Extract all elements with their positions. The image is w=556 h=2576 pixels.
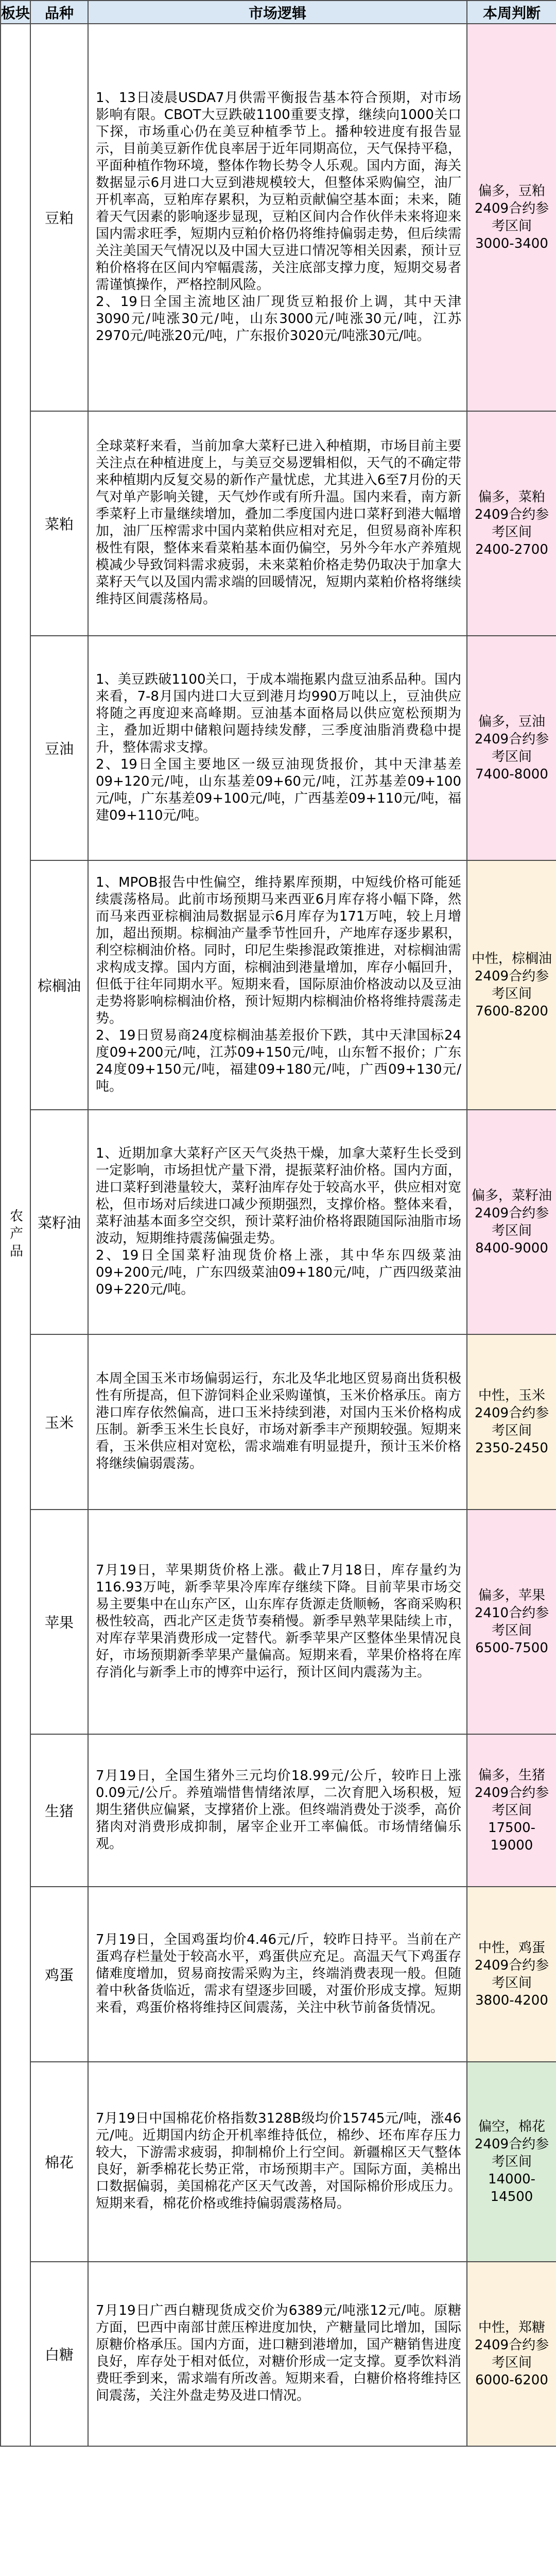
judge-cell: [467, 1510, 556, 1734]
judge-cell: [467, 860, 556, 1110]
logic-paragraph: 7月19日，全国生猪外三元均价18.99元/公斤，较昨日上涨0.09元/公斤。养殖端惜售情绪浓厚，二次育肥入场积极，短期生猪供应偏紧，支撑猪价上涨。但终端消费处于淡季，高价猪肉对消费形成抑制，屠宰企业开工率偏低。市场情绪偏乐观。: [96, 1768, 461, 1852]
table-row: [1, 860, 556, 1110]
table-row: [1, 411, 556, 636]
judge-text: 偏多，生猪2409合约参考区间: [474, 1768, 549, 1818]
sector-label: 农产品: [7, 1209, 23, 1261]
table-header: [1, 1, 556, 24]
table-row: [1, 636, 556, 860]
variety-cell: 菜籽油: [30, 1110, 88, 1334]
logic-paragraph: 2、19日贸易商24度棕榈油基差报价下跌，其中天津国标24度09+200元/吨，江苏09+150元/吨，山东暂不报价；广东24度09+150元/吨，福建09+180元/吨，广西09+130元/吨。: [96, 1027, 461, 1094]
judge-text: 中性，郑糖2409合约参考区间: [474, 2320, 549, 2370]
judge-text: 偏空，棉花2409合约参考区间: [474, 2119, 549, 2170]
judge-cell: [467, 2262, 556, 2446]
judge-text: 偏多，豆粕2409合约参考区间: [474, 183, 549, 234]
logic-cell: [88, 1734, 467, 1887]
logic-cell: [88, 1510, 467, 1734]
logic-paragraph: 1、近期加拿大菜籽产区天气炎热干燥，加拿大菜籽生长受到一定影响，市场担忧产量下滑，提振菜籽油价格。国内方面，进口菜籽到港量较大，菜籽油库存处于较高水平，供应相对宽松，但市场对后续进口减少预期强烈，支撑价格。整体来看，菜籽油基本面多空交织，预计菜籽油价格将跟随国际油脂市场波动，短期维持震荡偏强走势。: [96, 1145, 461, 1246]
variety-cell: 苹果: [30, 1510, 88, 1734]
sector-cell: [1, 24, 30, 2446]
logic-paragraph: 本周全国玉米市场偏弱运行，东北及华北地区贸易商出货积极性有所提高，但下游饲料企业采购谨慎，玉米价格承压。南方港口库存依然偏高，进口玉米持续到港，对国内玉米价格构成压制。新季玉米生长良好，市场对新季丰产预期较强。短期来看，玉米供应相对宽松，需求端难有明显提升，预计玉米价格将继续偏弱震荡。: [96, 1371, 461, 1471]
logic-paragraph: 2、19日全国菜籽油现货价格上涨，其中华东四级菜油09+200元/吨，广东四级菜油09+180元/吨，广西四级菜油09+220元/吨。: [96, 1247, 461, 1297]
judge-cell: [467, 1887, 556, 2062]
logic-cell: [88, 636, 467, 860]
logic-cell: [88, 24, 467, 411]
judge-text: 偏多，菜籽油2409合约参考区间: [472, 1188, 552, 1239]
variety-cell: 白糖: [30, 2262, 88, 2446]
variety-cell: 鸡蛋: [30, 1887, 88, 2062]
logic-cell: [88, 1887, 467, 2062]
judge-range: 6000-6200: [475, 2372, 548, 2388]
judge-text: 偏多，苹果2410合约参考区间: [474, 1588, 549, 1638]
table-row: [1, 1887, 556, 2062]
judge-text: 偏多，豆油2409合约参考区间: [474, 714, 549, 765]
logic-paragraph: 1、MPOB报告中性偏空，维持累库预期，中短线价格可能延续震荡格局。此前市场预期马来西亚6月库存将小幅下降，然而马来西亚棕榈油局数据显示6月库存为171万吨，较上月增加，超出预期。棕榈油产量季节性回升，产地库存逐步累积，利空棕榈油价格。同时，印尼生柴掺混政策推进，对棕榈油需求构成支撑。国内方面，棕榈油到港量增加，库存小幅回升，但低于往年同期水平。短期来看，国际原油价格波动以及豆油走势将影响棕榈油价格，预计短期内棕榈油价格将维持震荡走势。: [96, 874, 461, 1026]
variety-cell: 豆油: [30, 636, 88, 860]
variety-cell: 菜粕: [30, 411, 88, 636]
header-judge: 本周判断: [467, 1, 556, 24]
judge-text: 中性，玉米2409合约参考区间: [474, 1388, 549, 1438]
logic-paragraph: 全球菜籽来看，当前加拿大菜籽已进入种植期，市场目前主要关注点在种植进度上，与美豆交易逻辑相似，天气的不确定带来种植期内反复交易的新作产量忧虑，尤其进入6至7月份的天气对单产影响关键，天气炒作或有所升温。国内来看，南方新季菜籽上市量继续增加，叠加二季度国内进口菜籽到港大幅增加，油厂压榨需求中国内菜粕供应相对充足，但贸易商补库积极性有限，整体来看菜粕基本面仍偏空，另外今年水产养殖规模减少导致饲料需求疲弱，未来菜粕价格走势仍取决于加拿大菜籽天气以及国内需求端的回暖情况，短期内菜粕价格将继续维持区间震荡格局。: [96, 438, 461, 607]
logic-paragraph: 1、13日凌晨USDA7月供需平衡报告基本符合预期，对市场影响有限。CBOT大豆跌破1100重要支撑，继续向1000关口下探，市场重心仍在美豆种植季节上。播种较进度有报告显示，目前美豆新作优良率居于近年同期高位，天气保持平稳，平面种植作物环境，整体作物长势令人乐观。国内方面，海关数据显示6月进口大豆到港规模较大，但整体采购偏空，油厂开机率高，豆粕库存累积，为豆粕贡献偏空基本面；未来，随着天气因素的影响逐步显现，豆粕区间内合作伙伴未来将迎来国内需求旺季，短期内豆粕价格仍将维持偏弱走势，但后续需关注美国天气情况以及中国大豆进口情况等相关因素，预计豆粕价格将在区间内窄幅震荡，关注底部支撑力度，短期交易者需谨慎操作，严格控制风险。: [96, 90, 461, 293]
judge-cell: [467, 411, 556, 636]
logic-paragraph: 2、19日全国主流地区油厂现货豆粕报价上调，其中天津3090元/吨涨30元/吨，山东3000元/吨涨30元/吨，江苏2970元/吨涨20元/吨，广东报价3020元/吨涨30元/吨。: [96, 294, 461, 344]
judge-text: 中性，鸡蛋2409合约参考区间: [474, 1940, 549, 1991]
judge-cell: [467, 1734, 556, 1887]
judge-range: 2400-2700: [475, 542, 548, 557]
logic-cell: [88, 860, 467, 1110]
judge-text: 中性，棕榈油2409合约参考区间: [472, 951, 552, 1002]
logic-paragraph: 7月19日，全国鸡蛋均价4.46元/斤，较昨日持平。当前在产蛋鸡存栏量处于较高水平，鸡蛋供应充足。高温天气下鸡蛋存储难度增加，贸易商按需采购为主，终端消费表现一般。但随着中秋备货临近，需求有望逐步回暖，对蛋价形成支撑。短期来看，鸡蛋价格将维持区间震荡，关注中秋节前备货情况。: [96, 1931, 461, 2015]
judge-cell: [467, 2062, 556, 2262]
table-row: [1, 2262, 556, 2446]
logic-paragraph: 1、美豆跌破1100关口，于成本端拖累内盘豆油系品种。国内来看，7-8月国内进口大豆到港月均990万吨以上，豆油供应将随之再度迎来高峰期。豆油基本面格局以供应宽松预期为主，叠加近期中储粮问题持续发酵，三季度油脂消费稳中提升，整体需求支撑。: [96, 671, 461, 755]
table-row: [1, 1110, 556, 1334]
judge-range: 3000-3400: [475, 236, 548, 251]
logic-cell: [88, 2262, 467, 2446]
judge-range: 14000-14500: [488, 2172, 536, 2205]
header-sector: 板块: [1, 1, 30, 24]
variety-cell: 玉米: [30, 1334, 88, 1510]
judge-range: 2350-2450: [475, 1440, 548, 1456]
header-logic: 市场逻辑: [88, 1, 467, 24]
variety-cell: 豆粕: [30, 24, 88, 411]
logic-paragraph: 7月19日，苹果期货价格上涨。截止7月18日，库存量约为116.93万吨，新季苹果冷库库存继续下降。目前苹果市场交易主要集中在山东产区，山东库存货源走货顺畅，客商采购积极性较高，西北产区走货节奏稍慢。新季早熟苹果陆续上市，对库存苹果消费形成一定替代。新季苹果产区整体坐果情况良好，市场预期新季苹果产量偏高。短期来看，苹果价格将在库存消化与新季上市的博弈中运行，预计区间内震荡为主。: [96, 1562, 461, 1680]
logic-cell: [88, 1334, 467, 1510]
table-row: [1, 1510, 556, 1734]
judge-cell: [467, 1334, 556, 1510]
table-row: [1, 1334, 556, 1510]
table-row: [1, 1734, 556, 1887]
judge-range: 6500-7500: [475, 1640, 548, 1656]
judge-cell: [467, 1110, 556, 1334]
logic-paragraph: 2、19日全国主要地区一级豆油现货报价，其中天津基差09+120元/吨，山东基差09+60元/吨，江苏基差09+100元/吨，广东基差09+100元/吨，广西基差09+110元/吨，福建09+110元/吨。: [96, 756, 461, 823]
variety-cell: 棉花: [30, 2062, 88, 2262]
variety-cell: 生猪: [30, 1734, 88, 1887]
judge-text: 偏多，菜粕2409合约参考区间: [474, 489, 549, 540]
judge-range: 7600-8200: [475, 1004, 548, 1019]
logic-cell: [88, 2062, 467, 2262]
logic-cell: [88, 1110, 467, 1334]
variety-cell: 棕榈油: [30, 860, 88, 1110]
logic-cell: [88, 411, 467, 636]
logic-paragraph: 7月19日广西白糖现货成交价为6389元/吨涨12元/吨。原糖方面，巴西中南部甘蔗压榨进度加快，产糖量同比增加，国际原糖价格承压。国内方面，进口糖到港增加，国产糖销售进度良好，库存处于相对低位，对糖价形成一定支撑。夏季饮料消费旺季到来，需求端有所改善。短期来看，白糖价格将维持区间震荡，关注外盘走势及进口情况。: [96, 2303, 461, 2403]
table-row: [1, 24, 556, 411]
judge-cell: [467, 24, 556, 411]
judge-cell: [467, 636, 556, 860]
header-variety: 品种: [30, 1, 88, 24]
logic-paragraph: 7月19日中国棉花价格指数3128B级均价15745元/吨，涨46元/吨。近期国内纺企开机率维持低位，棉纱、坯布库存压力较大，下游需求疲弱，抑制棉价上行空间。新疆棉区天气整体良好，新季棉花长势正常，市场预期丰产。国际方面，美棉出口数据偏弱，美国棉花产区天气改善，对国际棉价形成压力。短期来看，棉花价格或维持偏弱震荡格局。: [96, 2111, 461, 2211]
judge-range: 8400-9000: [475, 1241, 548, 1256]
judge-range: 17500-19000: [488, 1820, 536, 1853]
judge-range: 3800-4200: [475, 1993, 548, 2008]
table-row: [1, 2062, 556, 2262]
judge-range: 7400-8000: [475, 767, 548, 782]
